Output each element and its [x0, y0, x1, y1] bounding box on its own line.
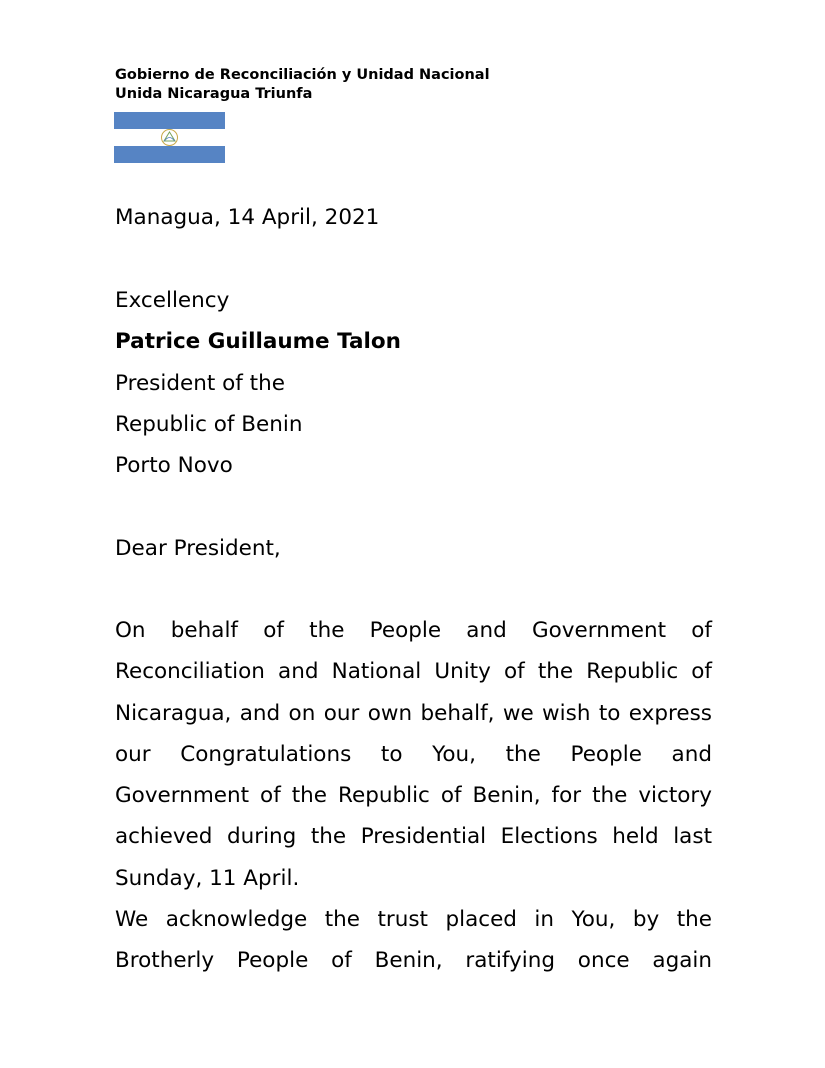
recipient-honorific: Excellency — [115, 288, 230, 313]
letter-body — [115, 610, 712, 982]
body-paragraph-congratulations: On behalf of the People and Government of Reconciliation and National Unity of the Republic of Nicaragua, and on our own behalf, we wish to express our Congratulations to You, the People and Government of the Republic of Benin, for the victory achieved during the Presidential Elections held last Sunday, 11 April. — [115, 618, 712, 891]
letterhead — [115, 66, 490, 104]
nicaragua-flag-icon — [114, 112, 225, 163]
recipient-address — [115, 280, 712, 486]
recipient-city: Porto Novo — [115, 453, 233, 479]
letterhead-government-name: Gobierno de Reconciliación y Unidad Nacional — [115, 67, 490, 83]
recipient-name: Patrice Guillaume Talon — [115, 329, 401, 355]
letter-date: Managua, 14 April, 2021 — [115, 205, 380, 230]
recipient-title-line2: Republic of Benin — [115, 411, 303, 437]
salutation: Dear President, — [115, 536, 281, 561]
recipient-title-line1: President of the — [115, 370, 285, 396]
letterhead-motto: Unida Nicaragua Triunfa — [115, 86, 313, 102]
body-paragraph-acknowledgement: We acknowledge the trust placed in You, by the Brotherly People of Benin, ratifying once again — [115, 907, 712, 974]
